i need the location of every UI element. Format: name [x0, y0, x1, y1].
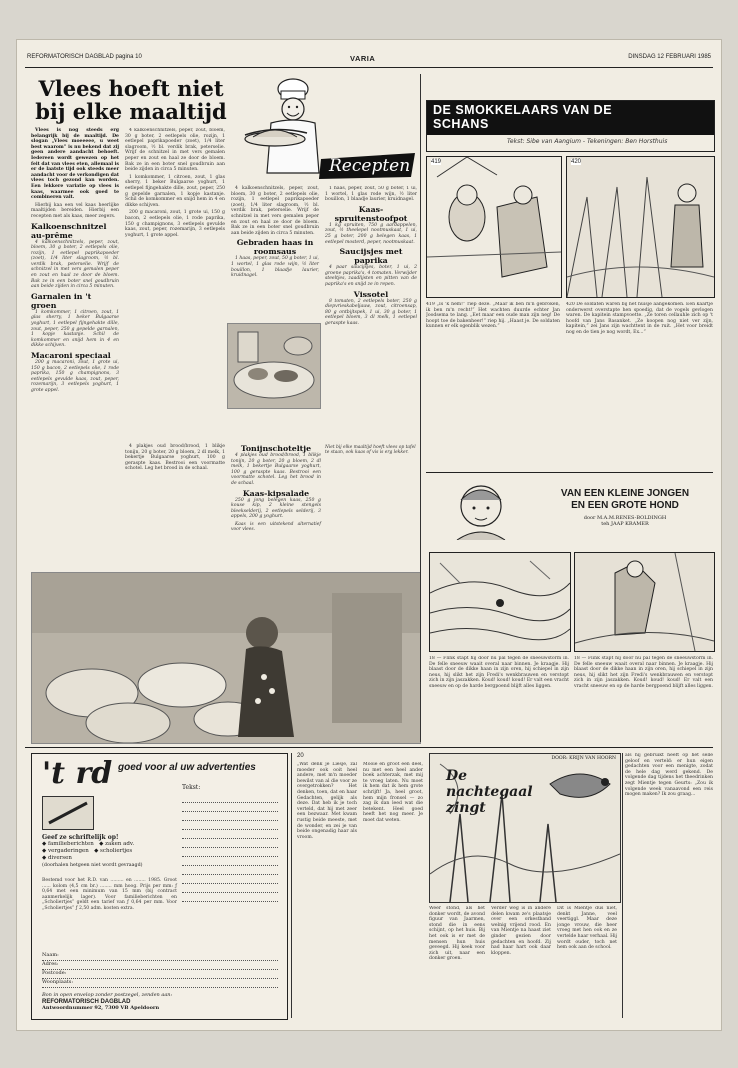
comic2-panel-1 — [429, 552, 571, 652]
ad-footer-2: REFORMATORISCH DAGBLAD — [42, 998, 131, 1005]
recipe-title: Kalkoenschnitzel au-prême — [31, 221, 107, 240]
ad-footer-3: Antwoordnummer 92, 7300 VB Apeldoorn — [42, 1005, 160, 1011]
section-rule — [426, 472, 713, 473]
postcode-field[interactable] — [42, 970, 278, 979]
ad-body: Bestemd voor het R.D. van ......... en ........ 1985. Groot ...... kolom (4,5 cm br.) ........ mm hoog. Prijs per mm: ƒ 0,64 met een minimum van 15 mm (bij contract aanmerkelijk lager). Voor familieberichten en „Scholiertjes” geldt een tarief van ƒ 0,64 per mm. Voor „Scholiertjes” ƒ 2,50 adm. kosten extra. — [42, 878, 177, 911]
recipes-col-1 — [31, 128, 119, 396]
comic1-panel-num: 419 — [431, 159, 442, 165]
story-number: 20 — [297, 753, 304, 759]
recipes-logo — [235, 73, 418, 181]
newspaper-page — [17, 40, 721, 1030]
recipe-body: 1 haas, peper, zout, 50 g boter, 1 ui, 1 wortel, 1 glas rode wijn, ½ liter bouillon, 1 blaadje laurier, kruidnagel. — [325, 186, 417, 203]
ad-note: (doorhalen hetgeen niet wordt gevraagd) — [42, 863, 143, 868]
ad-footer-1: Bon in open envelop zonder postzegel, zenden aan: — [42, 992, 173, 998]
comic1-panel-419 — [426, 156, 562, 298]
recipe-title: Gebraden haas in roomsaus — [236, 238, 314, 257]
recipe-title: Vissotel — [353, 289, 389, 299]
field-label: Woonplaats: — [42, 979, 74, 985]
recipe-body: 1 komkommer, 1 citroen, zout, 1 glas sherry, 1 beker Bulgaarse yoghurt, 1 eetlepel fijngehakte dille, zout, peper, 250 g gepelde garnalen, 1 kopje kastanje. Schil de komkommer en snijd hem in 4 en dikke schijven. — [125, 174, 225, 208]
nachtegaal-illustration — [429, 753, 621, 903]
comic2-title-1: VAN EEN KLEINE JONGEN — [560, 488, 690, 499]
recipe-title: Macaroni speciaal — [31, 351, 111, 360]
recipe-title: Kaas-kipsalade — [242, 488, 310, 498]
recipe-body: 4 kalkoenschnitzels, peper, zout, bloem, 30 g boter, 2 eetlepels olie, rozijn, 1 eetlepel paprikapoeder (zoet), 1/4 liter slagroom, ½ bl. verdik brak, peterselie. Wrijf de schnitzel in met vers gemalen peper en zout en haal ze door de bloem. Bak ze in een boter snel goudbruin aan beide zijden in circa 5 minuten. — [231, 186, 319, 236]
checkbox[interactable]: ◆ — [42, 848, 48, 854]
photo-caption-1: Niet bij elke maaltijd hoeft vlees op tafel te staan, ook kaas of vis is erg lekker. — [325, 445, 416, 456]
recipe-body: 250 g jong belegen kaas, 250 g kouse kip, 2 kleine stengels bleekselderij, 2 eetlepels selderij, 3 appels, 200 g yoghurt. — [231, 497, 321, 520]
field-label: Postcode: — [42, 970, 67, 976]
section-rule — [25, 747, 713, 748]
ad-checkbox-title: Geef ze schriftelijk op! — [42, 834, 119, 841]
comic2-title-2: EN EEN GROTE HOND — [571, 500, 679, 511]
ad-text-label: Tekst: — [182, 784, 201, 791]
nachtegaal-col-3: als hij gebruikt heeft op het selle geloof en verteld: er hun eigen gedachten voor een menigte, zodat de hele dag werd gekend. De volgende dag tijdens het theedrinken zegt Mientje tegen Geurts: „Zou ik volgende week vanaavond een reis mogen maken? Ik zou graag... — [625, 753, 713, 798]
column-rule — [291, 753, 292, 1018]
ad-fields — [42, 952, 278, 988]
recipe-body: 4 kalkoenschnitzels, peper, zout, bloem, 30 g boter, 2 eetlepels olie, rozijn, 1 eetlepel paprikapoeder (zoet), 1/4 liter slagroom, ½ bl. verdik brak, peterselie. Wrijf de schnitzel in met vers gemalen peper en zout en haal ze door de bloem. Bak ze in een boter snel goudbruin aan beide zijden in circa 5 minuten. — [31, 239, 119, 290]
comic2-title-block — [537, 488, 713, 527]
option-label: diversen — [47, 855, 72, 861]
option-label: familieberichten — [47, 841, 94, 847]
pencil-icon — [42, 796, 94, 830]
recipe-title: Garnalen in 't groen — [31, 291, 92, 310]
nachtegaal-title: De nachtegaal zingt — [446, 768, 533, 816]
boy-illustration — [431, 480, 531, 540]
header-date: DINSDAG 12 FEBRUARI 1985 — [628, 54, 711, 60]
recipe-title: Tonijnschoteltje — [240, 444, 312, 453]
comic1-text-left: 419 „Is 'k hem!” riep deze. „Maar ik ben m'n gebroken, ik ben m'n recht!” Het wachten duurde echter Jan Joodsema te lang. „Eet maar een oude man zijn neg! De hoopt toe de bakenheer!” riep hij. „Haast je. De soldaten kunnen er elk ogenblik wezen.” — [426, 302, 560, 330]
comic2-panel-2 — [574, 552, 715, 652]
recipe-body: 4 kalkoenschnitzels, peper, zout, bloem, 30 g boter, 2 eetlepels olie, rozijn, 1 eetlepel paprikapoeder (zoet), 1/4 liter slagroom, ½ bl. verdik brak, peterselie. Wrijf de schnitzel in met vers gemalen peper en zout en haal ze door de bloem. Bak ze in een boter snel goudbruin aan beide zijden in circa 5 minuten. — [125, 128, 225, 173]
option-label: zaken adv. — [105, 841, 135, 847]
comic1-header — [426, 100, 715, 152]
nachtegaal-credit: DOOR: KRIJN VAN HOORN — [551, 756, 616, 761]
recipe-title: Kaas-spruitenstoofpot — [334, 204, 408, 223]
checkbox[interactable]: ◆ — [99, 841, 106, 847]
option-label: vergaderingen — [47, 848, 89, 854]
comic1-panel-num: 420 — [571, 159, 582, 165]
story-col-3: Weer stond, als het donker wordt, de avond figuur van Jaarmen, stond die in eens schijnt, op het huis. Bij het ook is er met de mensen hun huis geveegd. Hij keek voor zich uit, naar een donker groen. — [429, 906, 485, 962]
recipe-title: Saucijsjes met paprika — [339, 247, 403, 266]
recipe-body: 1 haas, peper, zout, 50 g boter, 1 ui, 1 wortel, 1 glas rode wijn, ½ liter bouillon, 1 blaadje laurier, kruidnagel. — [231, 256, 319, 279]
recipe-body: 4 plakjes oud brood/brood, 1 blikje tonijn, 20 g boter, 20 g bloem, 2 dl melk, 1 bekertje Bulgaarse yoghurt, 100 g geraspte kaas. Bestrooi een voormatte schotel. Leg het brood in de schaal. — [231, 453, 321, 486]
comic2-illustrator: teh JAAP KRAMER — [601, 521, 649, 527]
photo-caption-2: Kaas is een uitstekend alternatief voor vlees. — [231, 521, 321, 533]
field-label: Adres: — [42, 961, 59, 967]
ad-form — [31, 753, 288, 1020]
nachtegaal-col-1: Verder weg is in andere delen kwam ze's plaatsje over een orkestband welnig vrijend rood. En van Mientje na haast ziet ginder gezien door gedachten en hoofd. Zij had haar hart ook daar kloppen. — [491, 906, 551, 956]
recipes-intro: Vlees is nog steeds erg belangrijk bij de maaltijd. De slogan „Vlees moeeeee, u weet best waarom” is nu bekend dat zij geen andere aandacht behoeft. Iedereen wordt gewezen op het feit dat van vlees eten, allemaal is er de laatste tijd ook steeds meer aandacht voor de verkondigen dat vlees toch gezond kan worden. Een lekkere variatie op vlees is kaas, waarmee ook goed te combineren valt. — [31, 128, 119, 201]
header-rule — [25, 67, 713, 68]
ad-logo: 't rd — [42, 756, 113, 791]
food-photo — [227, 323, 321, 409]
story-col-2: Mooie en groot een deel, nu met een heel ander boek achterzak, met mij te vroeg laten. Nu moet ik hem dat ik hem grote schrijft! Ja, heel groot, hem mijn fronsel — zo zag ik dan leed wat die betekent. Heel goed heeft het nog meer. Je moet dat weten. — [363, 762, 423, 823]
recipes-col-4 — [325, 186, 417, 438]
checkbox[interactable]: ◆ — [94, 848, 101, 854]
city-field[interactable] — [42, 979, 278, 988]
comic1-text-right: 420 De soldaten waren bij het huisje aangekomen. Een kaartje onderwerst overstapte hen spoedig, dat de vogels gevlogen waren. De kapitein stampvoette. „Ze toren cellauhle zich op 't hoofd van Jans Basanket. „Ze koopen nog niet ver zijn, kapitein,” zei Jans zijn wachttent in de ruit. „Het voor breidt nog en de tien je nog wordt, Ex...” — [566, 302, 713, 335]
recipes-col-2 — [125, 128, 225, 338]
recipe-body: 200 g macaroni, zout, 1 grote ui, 150 g bacon, 2 eetlepels olie, 1 rode paprika, 150 g champignons, 3 eetlepels gevulde kaas, zout, peper, rozemarijn, 3 eetlepels yoghurt, 1 grote appel. — [125, 210, 225, 238]
recipe-body: 4 plakjes oud brood/brood, 1 blikje tonijn, 20 g boter, 20 g bloem, 2 dl melk, 1 bekertje Bulgaarse yoghurt, 100 g geraspte kaas. Bestrooi een voormatte schotel. Leg het brood in de schaal. — [125, 444, 225, 472]
comic2-text-2: 18 — Flink stapt hij door nu pal tegen de sneeuwstorm in. De felle sneeuw waait overal naar binnen. Je kraagje. Hij blaast door de dikke haan in zijn oren, hij schiepel in zijn neus, hij slikt het zijn Fredi's wenkbrauwen en verstopt zich in zijn jaszakken. Koud! koud! koud! Er valt een vracht sneeuw en op de harde bergpoend blijft alles liggen. — [574, 656, 713, 689]
recipe-body: 1 kg spruiten, 750 g aardappelen, zout, ½ theelepel nootmuskaat, 1 ui, 25 g boter, 200 g belegen kaas, 1 eetlepel mosterd, peper, nootmuskaat. — [325, 222, 417, 245]
header-section: VARIA — [350, 54, 376, 63]
option-label: scholiertjes — [100, 848, 133, 854]
recipes-col-3b — [231, 444, 321, 535]
address-field[interactable] — [42, 961, 278, 970]
name-field[interactable] — [42, 952, 278, 961]
recipe-body: 4 paar saucijsjes, boter, 1 ui, 2 groene paprika's, 4 tomaten. Verwijder steeltjes, zaadlijsten en pitten van de paprika's en snijd ze in repen. — [325, 265, 417, 287]
field-label: Naam: — [42, 952, 59, 958]
comic2-text-1: 18 — Flink stapt hij door nu pal tegen de sneeuwstorm in. De felle sneeuw waait overal naar binnen. Je kraagje. Hij blaast door de dikke haan in zijn oren, hij schiepel in zijn neus, hij slikt het zijn Fredi's wenkbrauwen en verstopt zich in zijn jaszakken. Koud! koud! koud! Er valt een vracht sneeuw en op de harde bergpoend blijft alles liggen. — [429, 656, 569, 689]
column-rule — [420, 74, 421, 742]
recipes-intro-2: Hierbij kaa een vel kaas heerlijke maaltijden bereiden. Hierbij een recepten met als kaas, meer zegers. — [31, 202, 119, 219]
recipe-body: 1 komkommer, 1 citroen, zout, 1 glas sherry, 1 beker Bulgaarse yoghurt, 1 eetlepel fijngehakte dille, zout, peper, 250 g gepelde garnalen, 1 kopje kastanje. Schil de komkommer en snijd hem in 4 en dikke schijven. — [31, 309, 119, 349]
page-header — [17, 54, 721, 66]
story-col-1: „Wat denk je Liesje, zal moeder ook ooit heel andere, met m'n moeder bewilst van al die voor ze overgetrokken? Het denken, toen, dat en haar Gedachten, gelijk als deze. Dat heb ik je toch verteld, dat hij met zeer een bezwaar. Met kwam rustig beide meeste, met de wonder, en zei je van beide ongenadig haar als vroom. — [297, 762, 357, 840]
comic1-title: DE SMOKKELAARS VAN DE SCHANS — [433, 103, 613, 131]
ad-options — [42, 834, 177, 869]
comic1-panel-420 — [566, 156, 715, 298]
recipes-col-3 — [231, 186, 319, 281]
ad-headline: goed voor al uw advertenties — [118, 762, 256, 773]
recipes-logo-text: Recepten — [329, 156, 411, 176]
recipe-body: 200 g macaroni, zout, 1 grote ui, 150 g bacon, 2 eetlepels olie, 1 rode paprika, 150 g champignons, 3 eetlepels gevulde kaas, zout, peper, rozemarijn, 3 eetlepels yoghurt, 1 grote appel. — [31, 360, 119, 393]
recipes-headline: Vlees hoeft niet bij elke maaltijd — [35, 76, 227, 124]
comic2-byline: door M.A.M.RENES-BOLDINGH — [583, 515, 667, 521]
checkbox[interactable]: ◆ — [42, 855, 48, 861]
cheese-photo — [31, 572, 421, 744]
header-left: REFORMATORISCH DAGBLAD pagina 10 — [27, 54, 142, 60]
ad-footer — [42, 992, 278, 1012]
column-rule — [622, 753, 623, 1018]
recipe-body: 8 tomaten, 2 eetlepels boter, 250 g diepvrieskabeljauw, zout, citroensap, 80 g ontbijtspek, 1 ui, 30 g boter, 1 eetlepel bloem, 3 dl melk, 1 eetlepel geraspte kaas. — [325, 298, 417, 326]
comic1-credits: Tekst: Sibe van Aangium - Tekeningen: Ben Horsthuis — [507, 138, 668, 145]
checkbox[interactable]: ◆ — [42, 841, 48, 847]
ad-text-area[interactable] — [182, 794, 278, 904]
nachtegaal-col-2: Dit is Mientje dus niet, denkt Janne, veel veertiggl. Maar deze jonge vrouw, die heer vroeg met hen ook en ze vertelde haar verhaal. Hij wordt ouder, toch net hem ook aan de school. — [557, 906, 617, 951]
recipes-col-2b — [125, 444, 225, 474]
